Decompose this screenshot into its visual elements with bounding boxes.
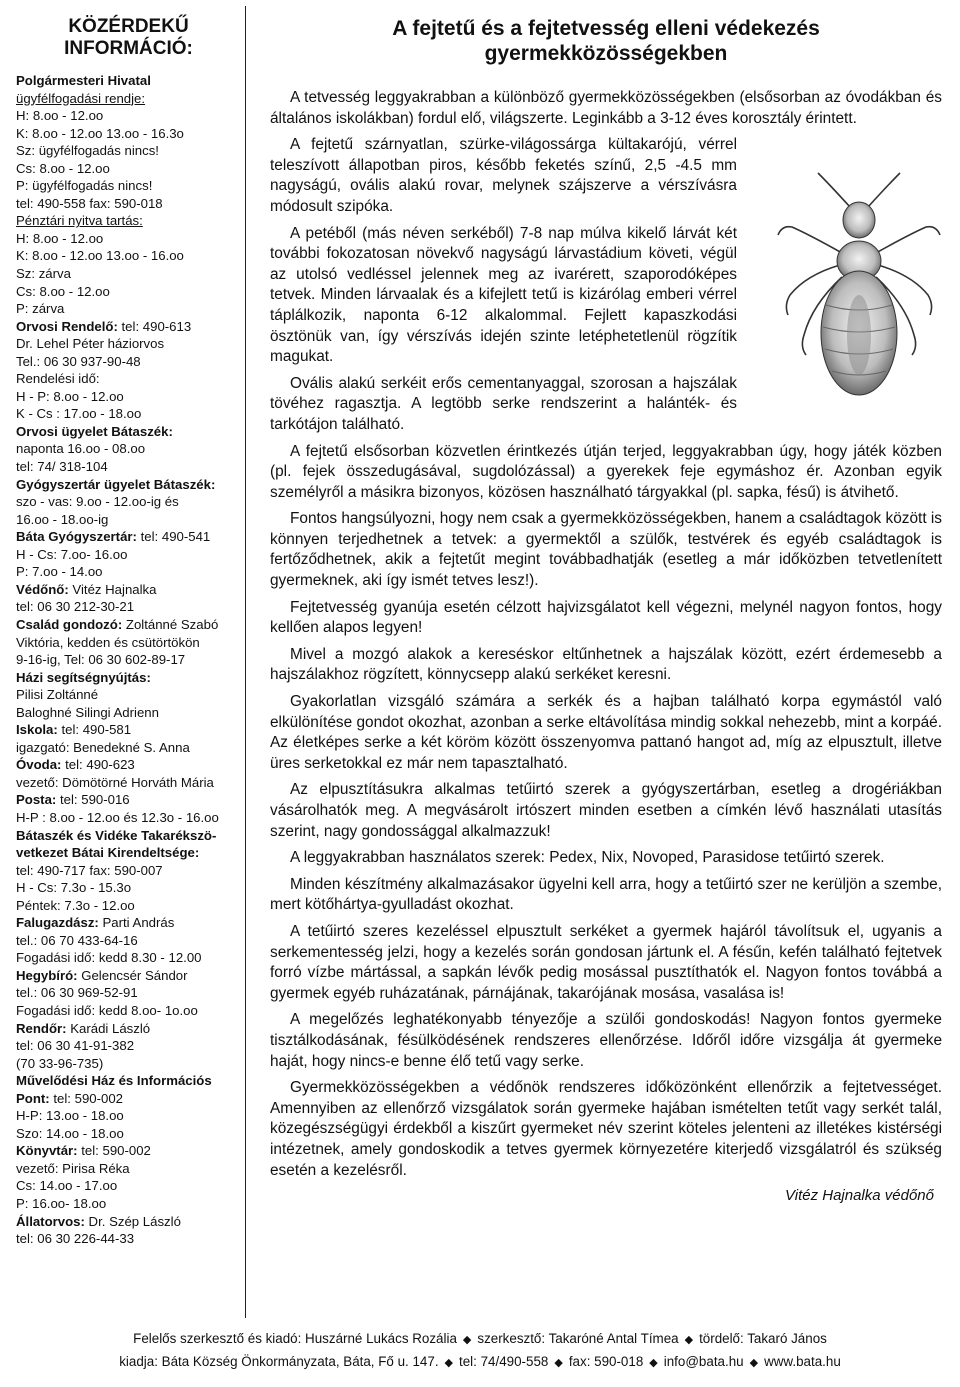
sidebar-info-line: P: zárva xyxy=(16,301,65,317)
page-footer xyxy=(0,1328,960,1374)
sidebar-info-line: Bátaszék és Vidéke Takarékszö- xyxy=(16,827,217,843)
sidebar-info-line: P: 7.oo - 14.oo xyxy=(16,564,103,580)
footer-item: tördelő: Takaró János xyxy=(699,1331,827,1346)
sidebar-info-line: Könyvtár: tel: 590-002 xyxy=(16,1143,151,1159)
article-paragraph: A fejtetű elsősorban közvetlen érintkezés útján terjed, leggyakrabban úgy, hogy játék közben (pl. fejek összedugásával, sugdolózással) a gyerekek feje egymáshoz ér. Azonban egyik személyről a másikra bizonyos, közösen használható tárgyakkal (pl. sapka, fésű) is átvihető. xyxy=(270,442,942,501)
sidebar-info-line: Tel.: 06 30 937-90-48 xyxy=(16,353,141,369)
article-paragraph: Mivel a mozgó alakok a kereséskor eltűnhetnek a hajszálak között, ezért érdemesebb a hajszálakhoz rögzített, könnycsepp alakú serkéket keresni. xyxy=(270,645,942,684)
sidebar-info-line: K - Cs : 17.oo - 18.oo xyxy=(16,406,142,422)
sidebar-info-line: Pilisi Zoltánné xyxy=(16,687,99,703)
sidebar-info-line: (70 33-96-735) xyxy=(16,1055,104,1071)
article-paragraph: A tetvesség leggyakrabban a különböző gyermekközösségekben (elsősorban az óvodákban és általános iskolákban) fordul elő, világszerte. Leginkább a 3-12 éves korosztály érintett. xyxy=(270,89,942,127)
sidebar-info-line: K: 8.oo - 12.oo 13.oo - 16.3o xyxy=(16,125,184,141)
sidebar-info-line: igazgató: Benedekné S. Anna xyxy=(16,739,190,755)
sidebar-info-line: H - Cs: 7.oo- 16.oo xyxy=(16,546,128,562)
sidebar-info-line: H-P : 8.oo - 12.oo és 12.3o - 16.oo xyxy=(16,809,219,825)
article-paragraph: A leggyakrabban használatos szerek: Pedex, Nix, Novoped, Parasidose tetűirtó szerek. xyxy=(290,849,885,867)
article-signature: Vitéz Hajnalka védőnő xyxy=(785,1187,934,1205)
footer-item: Felelős szerkesztő és kiadó: Huszárné Lukács Rozália xyxy=(133,1331,457,1346)
sidebar-info-line: Orvosi ügyelet Bátaszék: xyxy=(16,423,173,439)
article-paragraph: Minden készítmény alkalmazásakor ügyelni kell arra, hogy a tetűirtó szer ne kerüljön a szembe, mert kötőhártya-gyulladást okozhat. xyxy=(270,875,942,914)
article-paragraph: A fejtetű szárnyatlan, szürke-világossárga kültakarójú, vérrel teleszívott állapotban piros, később feketés színű, 2,5 -4.5 mm nagyságú, ovális alakú rovar, melynek szájszerve a vérszívásra módosult szipóka. xyxy=(270,136,737,215)
sidebar-info-line: Péntek: 7.3o - 12.oo xyxy=(16,897,135,913)
article-paragraph: Ovális alakú serkéit erős cementanyaggal, szorosan a hajszálak tövéhez ragasztja. A legtöbb serke rendszerint a halánték- és tarkótájon található. xyxy=(270,374,737,433)
sidebar-info-line: Állatorvos: Dr. Szép László xyxy=(16,1213,181,1229)
sidebar-info-line: Baloghné Silingi Adrienn xyxy=(16,704,159,720)
diamond-separator-icon: ◆ xyxy=(749,1357,759,1369)
sidebar-info-line: Orvosi Rendelő: tel: 490-613 xyxy=(16,318,192,334)
footer-item[interactable]: www.bata.hu xyxy=(764,1354,841,1369)
footer-item: tel: 74/490-558 xyxy=(459,1354,549,1369)
sidebar-info-line: vezető: Pirisa Réka xyxy=(16,1160,130,1176)
sidebar-info-line: Védőnő: Vitéz Hajnalka xyxy=(16,581,157,597)
sidebar-info-line: Pénztári nyitva tartás: xyxy=(16,213,143,229)
sidebar-info-line: Óvoda: tel: 490-623 xyxy=(16,757,135,773)
sidebar-info-line: Szo: 14.oo - 18.oo xyxy=(16,1125,124,1141)
article-paragraph: A tetűirtó szeres kezeléssel elpusztult serkéket a gyermek hajáról távolítsuk el, ugyanis a serkementesség jelzi, hogy a kezelés során gondosan jártunk el. A fésűn, kefén található fejtetvek forró vízbe mártással, a sapkán lévők pedig mosással pusztíthatók el. Nagyon fontos továbbá a gyermek egyéb ruházatának, párnájának, takarójának mosása, vasalása is! xyxy=(270,922,942,1002)
sidebar-title-line1: KÖZÉRDEKŰ xyxy=(68,16,189,37)
sidebar-info-line: P: ügyfélfogadás nincs! xyxy=(16,178,153,194)
article-title xyxy=(270,16,942,66)
footer-item: fax: 590-018 xyxy=(568,1354,644,1369)
article-title-line2: gyermekközösségekben xyxy=(484,42,728,65)
sidebar-info-line: Házi segítségnyújtás: xyxy=(16,669,151,685)
sidebar-info-line: tel: 74/ 318-104 xyxy=(16,459,108,475)
sidebar-info-line: Báta Gyógyszertár: tel: 490-541 xyxy=(16,529,211,545)
sidebar-info-line: Sz: zárva xyxy=(16,266,71,282)
sidebar-info-line: H: 8.oo - 12.oo xyxy=(16,108,104,124)
article-paragraph: Az elpusztításukra alkalmas tetűirtó szerek a gyógyszertárban, esetleg a drogériákban vásárolhatók meg. A megvásárolt irtószert minden esetben a címkén lévő használati utasítás szerint, nagy gondossággal alkalmazzuk! xyxy=(270,781,942,840)
sidebar-info-line: szo - vas: 9.oo - 12.oo-ig és xyxy=(16,494,179,510)
footer-item: szerkesztő: Takaróné Antal Tímea xyxy=(477,1331,679,1346)
sidebar-public-info xyxy=(10,6,246,1318)
sidebar-info-line: vetkezet Bátai Kirendeltsége: xyxy=(16,845,200,861)
article-paragraph: A megelőzés leghatékonyabb tényezője a szülői gondoskodás! Nagyon fontos gyermeke tisztálkodásának, fésülködésének rendszeres ellenőrzése. Időről időre vizsgálja át gyermeke haját, hogy nincs-e benne élő tetű vagy serke. xyxy=(270,1011,942,1070)
article-paragraph: Fejtetvesség gyanúja esetén célzott hajvizsgálatot kell végezni, melynél nagyon fontos, hogy kellően alapos legyen! xyxy=(270,598,942,637)
sidebar-info-line: Dr. Lehel Péter háziorvos xyxy=(16,336,165,352)
sidebar-info-line: 9-16-ig, Tel: 06 30 602-89-17 xyxy=(16,652,186,668)
sidebar-info-line: H: 8.oo - 12.oo xyxy=(16,230,104,246)
sidebar-info-line: Falugazdász: Parti András xyxy=(16,915,175,931)
sidebar-info-list xyxy=(16,72,241,1248)
sidebar-info-line: Sz: ügyfélfogadás nincs! xyxy=(16,143,159,159)
sidebar-info-line: tel: 06 30 41-91-382 xyxy=(16,1038,135,1054)
sidebar-info-line: Cs: 8.oo - 12.oo xyxy=(16,160,110,176)
sidebar-info-line: Rendőr: Karádi László xyxy=(16,1020,151,1036)
diamond-separator-icon: ◆ xyxy=(684,1334,694,1346)
diamond-separator-icon: ◆ xyxy=(462,1334,472,1346)
sidebar-info-line: tel: 06 30 212-30-21 xyxy=(16,599,135,615)
sidebar-info-line: Polgármesteri Hivatal xyxy=(16,73,151,88)
footer-publisher xyxy=(0,1351,960,1374)
sidebar-info-line: vezető: Dömötörné Horváth Mária xyxy=(16,774,214,790)
sidebar-info-line: Hegybíró: Gelencsér Sándor xyxy=(16,967,188,983)
footer-item[interactable]: info@bata.hu xyxy=(663,1354,744,1369)
sidebar-info-line: Művelődési Ház és Információs xyxy=(16,1073,212,1089)
sidebar-info-line: Cs: 14.oo - 17.oo xyxy=(16,1178,118,1194)
sidebar-info-line: H-P: 13.oo - 18.oo xyxy=(16,1108,124,1124)
article-paragraph: Gyermekközösségekben a védőnök rendszeres időközönként ellenőrzik a fejtetvességet. Amennyiben az ellenőrző vizsgálatok során gyermeke hajában ismételten tetűt vagy serkét talál, közegészségügyi érdekből a kiszűrt gyermeket név szerint köteles jelenteni az illetékes kistérségi intézetnek, amely gondoskodik a tetves gyermek környezetére kiterjedő vizsgálatról és szükség esetén a kezelésről. xyxy=(270,1079,942,1179)
article-paragraph: Gyakorlatlan vizsgáló számára a serkék és a hajban található korpa egymástól való elkülönítése gondot okozhat, azonban a serke eltávolítása mindig sokkal nehezebb, mint a korpáé. Az életképes serke a két köröm között összenyomva pattanó hangot ad, míg az elpusztult, illetve üres serketokkal ez már nem tapasztalható. xyxy=(270,693,942,772)
sidebar-info-line: Viktória, kedden és csütörtökön xyxy=(16,634,200,650)
sidebar-info-line: Fogadási idő: kedd 8.30 - 12.00 xyxy=(16,950,202,966)
sidebar-info-line: Posta: tel: 590-016 xyxy=(16,792,130,808)
sidebar-info-line: H - Cs: 7.3o - 15.3o xyxy=(16,880,132,896)
article-paragraph: A petéből (más néven serkéből) 7-8 nap múlva kikelő lárvát két további fokozatosan növekvő nagyságú lárvastádium követi, végül az utolsó vedléssel jelennek meg az ivarérett, szaporodóképes tetvek. Minden lárvaalak és a kifejlett tetű is kizárólag emberi vérrel táplálkozik, naponta 6-12 alkalommal. Fejlett kapaszkodási ösztönük van, így vérszívás idején szinte letéphetetlenül rögzítik magukat. xyxy=(270,224,737,366)
sidebar-info-line: H - P: 8.oo - 12.oo xyxy=(16,388,124,404)
sidebar-info-line: naponta 16.oo - 08.oo xyxy=(16,441,146,457)
footer-item: kiadja: Báta Község Önkormányzata, Báta, Fő u. 147. xyxy=(119,1354,439,1369)
sidebar-info-line: 16.oo - 18.oo-ig xyxy=(16,511,109,527)
sidebar-info-line: Család gondozó: Zoltánné Szabó xyxy=(16,616,219,632)
sidebar-info-line: tel: 490-717 fax: 590-007 xyxy=(16,862,163,878)
sidebar-info-line: ügyfélfogadási rendje: xyxy=(16,90,146,106)
sidebar-info-line: K: 8.oo - 12.oo 13.oo - 16.oo xyxy=(16,248,184,264)
sidebar-info-line: Rendelési idő: xyxy=(16,371,100,387)
sidebar-info-line: tel.: 06 70 433-64-16 xyxy=(16,932,138,948)
sidebar-info-line: Gyógyszertár ügyelet Bátaszék: xyxy=(16,476,216,492)
sidebar-info-line: tel: 490-558 fax: 590-018 xyxy=(16,195,163,211)
sidebar-title-line2: INFORMÁCIÓ: xyxy=(64,38,193,59)
diamond-separator-icon: ◆ xyxy=(649,1357,658,1369)
sidebar-info-line: tel: 06 30 226-44-33 xyxy=(16,1231,135,1247)
footer-credits xyxy=(0,1328,960,1351)
article-title-line1: A fejtetű és a fejtetvesség elleni védekezés xyxy=(392,17,820,40)
sidebar-info-line: Pont: tel: 590-002 xyxy=(16,1090,124,1106)
head-louse-illustration xyxy=(770,165,948,410)
sidebar-info-line: Fogadási idő: kedd 8.oo- 1o.oo xyxy=(16,1002,198,1018)
diamond-separator-icon: ◆ xyxy=(444,1357,454,1369)
article-paragraph: Fontos hangsúlyozni, hogy nem csak a gyermekközösségekben, hanem a családtagok között is könnyen terjedhetnek a tetvek: a gyermektől a szülők, testvérek és egyéb családtagok is fertőződhetnek, akik a fejtetűt megint továbbadhatják (esetleg a már időközben tetvetlenített gyermeknek, aki így ismét tetves lesz!). xyxy=(270,510,942,590)
sidebar-info-line: P: 16.oo- 18.oo xyxy=(16,1196,107,1211)
sidebar-info-line: tel.: 06 30 969-52-91 xyxy=(16,985,138,1001)
sidebar-title xyxy=(16,16,241,60)
diamond-separator-icon: ◆ xyxy=(554,1357,563,1369)
sidebar-info-line: Cs: 8.oo - 12.oo xyxy=(16,283,110,299)
sidebar-info-line: Iskola: tel: 490-581 xyxy=(16,722,132,738)
